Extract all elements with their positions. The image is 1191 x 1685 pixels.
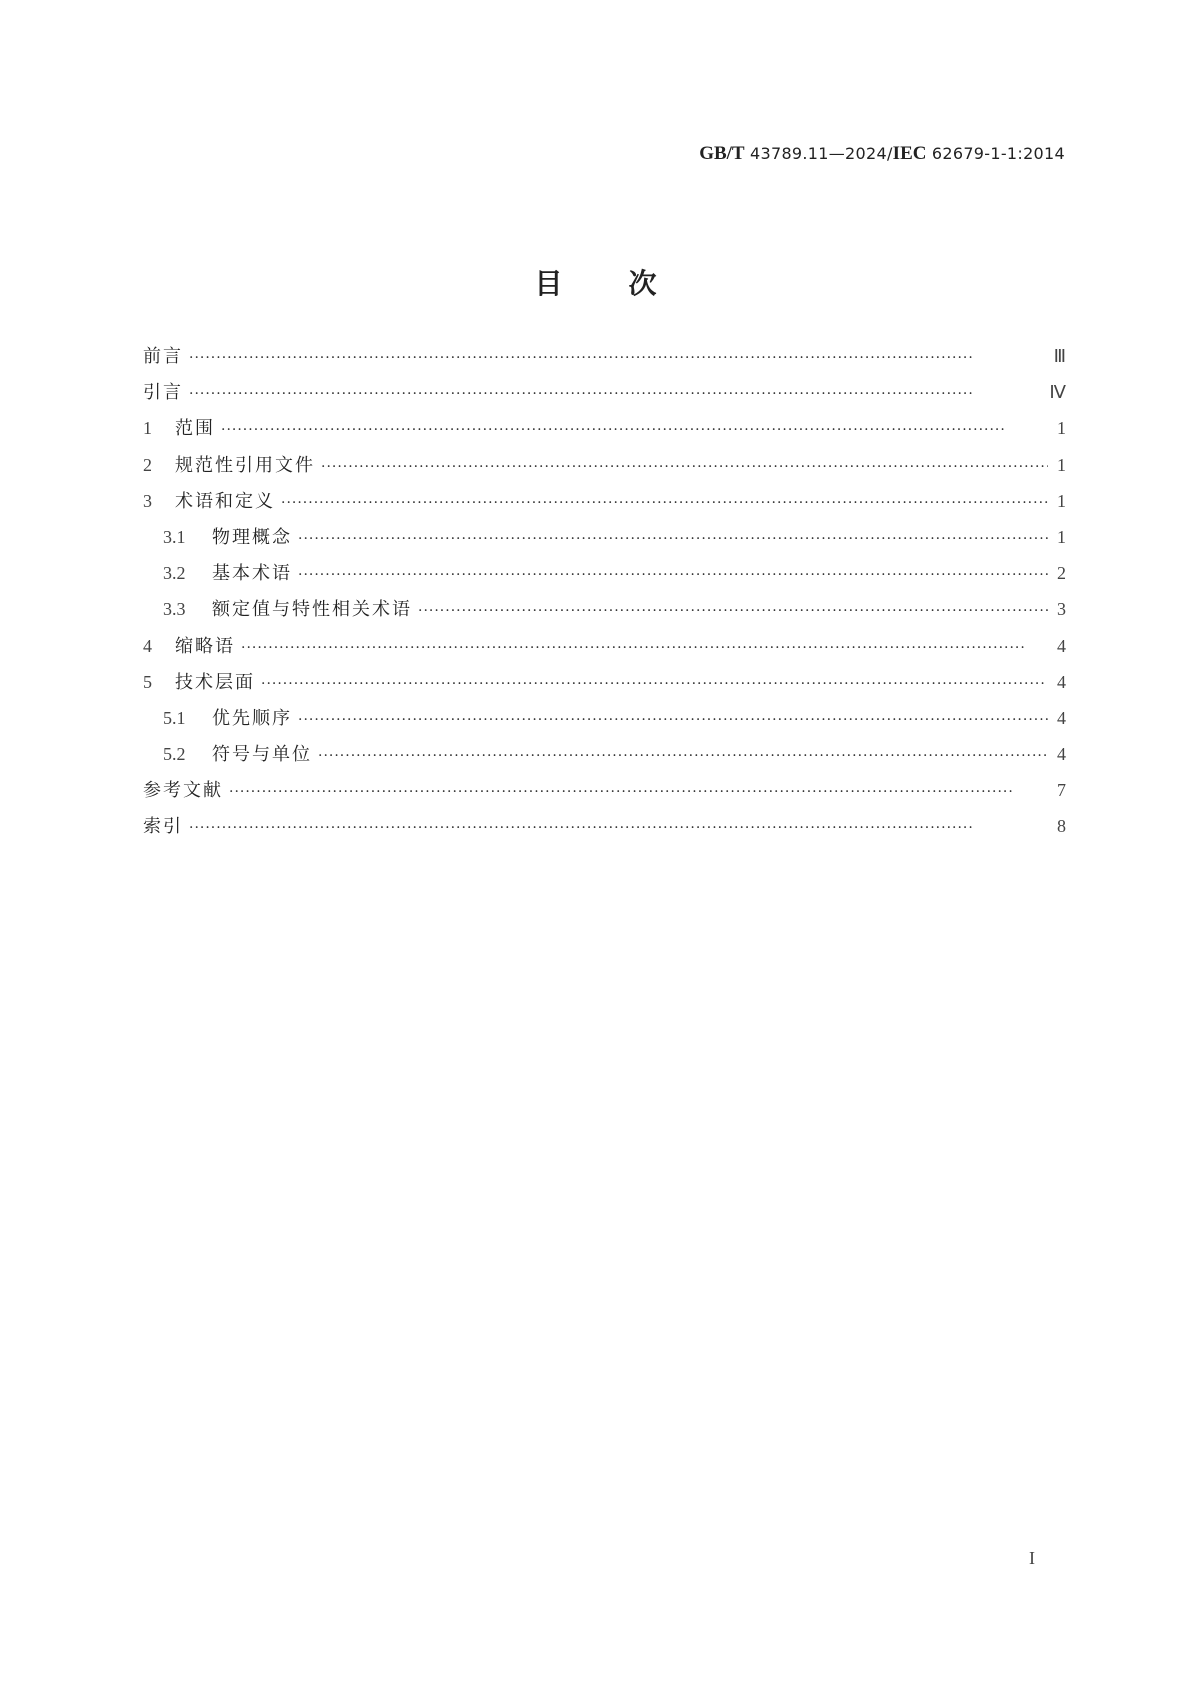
toc-entry[interactable] [143, 595, 1066, 631]
toc-entry-page: 1 [1057, 490, 1066, 511]
dot-leader [321, 459, 1048, 475]
toc-entry-page: 1 [1057, 418, 1066, 439]
toc-entry-label: 符号与单位 [212, 744, 312, 766]
toc-entry[interactable] [143, 812, 1066, 848]
toc-entry[interactable] [143, 668, 1066, 704]
toc-entry-number: 3.2 [163, 563, 186, 584]
dot-leader [241, 640, 1048, 656]
toc-entry-label: 缩略语 [175, 635, 235, 657]
toc-entry[interactable] [143, 740, 1066, 776]
toc-entry-label: 范围 [175, 418, 215, 440]
toc-entry-label: 物理概念 [212, 526, 292, 548]
toc-entry-number: 5 [143, 671, 152, 692]
toc-entry-label: 额定值与特性相关术语 [212, 599, 412, 621]
toc-entry[interactable] [143, 559, 1066, 595]
title-char: 目 [534, 267, 563, 300]
toc-entry[interactable] [143, 414, 1066, 450]
toc-entry-number: 2 [143, 454, 152, 475]
toc-entry-label: 参考文献 [143, 780, 223, 802]
toc-entry-page: 3 [1057, 599, 1066, 620]
toc-entry[interactable] [143, 378, 1066, 414]
toc-entry-label: 技术层面 [175, 671, 255, 693]
toc-entry-number: 3.1 [163, 526, 186, 547]
toc-entry-page: 8 [1057, 816, 1066, 837]
dot-leader [189, 350, 1048, 366]
title-char: 次 [628, 267, 657, 300]
toc-entry-page: 4 [1057, 707, 1066, 728]
toc-entry-number: 3.3 [163, 599, 186, 620]
header-iec-prefix: IEC [892, 143, 927, 164]
dot-leader [229, 784, 1048, 800]
toc-entry-page: Ⅲ [1053, 346, 1066, 366]
header-iec-number: 62679-1-1:2014 [931, 144, 1065, 163]
dot-leader [261, 676, 1048, 692]
toc-entry[interactable] [143, 776, 1066, 812]
toc-entry-number: 3 [143, 490, 152, 511]
toc-entry[interactable] [143, 632, 1066, 668]
dot-leader [318, 748, 1048, 764]
dot-leader [298, 712, 1048, 728]
table-of-contents [143, 342, 1066, 849]
dot-leader [189, 386, 1043, 402]
toc-entry-page: 1 [1057, 454, 1066, 475]
document-header [699, 143, 1065, 165]
toc-entry[interactable] [143, 342, 1066, 378]
toc-entry[interactable] [143, 451, 1066, 487]
toc-entry-page: 2 [1057, 563, 1066, 584]
toc-entry-page: 4 [1057, 635, 1066, 656]
toc-entry-label: 引言 [143, 382, 183, 404]
header-prefix: GB/T [699, 143, 745, 164]
page-title [0, 262, 1191, 302]
page-number: I [1029, 1548, 1035, 1568]
toc-entry-label: 索引 [143, 816, 183, 838]
toc-entry-label: 优先顺序 [212, 707, 292, 729]
toc-entry-page: 1 [1057, 526, 1066, 547]
dot-leader [281, 495, 1048, 511]
toc-entry-number: 4 [143, 635, 152, 656]
toc-entry-page: Ⅳ [1049, 382, 1066, 403]
toc-entry[interactable] [143, 487, 1066, 523]
dot-leader [189, 820, 1048, 836]
header-number: 43789.11—2024/ [750, 144, 893, 163]
toc-entry-label: 前言 [143, 346, 183, 367]
toc-entry-number: 1 [143, 418, 152, 439]
toc-entry-label: 基本术语 [212, 563, 292, 585]
toc-entry-page: 4 [1057, 671, 1066, 692]
toc-entry-page: 7 [1057, 780, 1066, 801]
dot-leader [298, 531, 1048, 547]
dot-leader [298, 567, 1048, 583]
toc-entry-number: 5.2 [163, 744, 186, 765]
toc-entry-label: 规范性引用文件 [175, 454, 315, 476]
toc-entry-number: 5.1 [163, 707, 186, 728]
toc-entry-label: 术语和定义 [175, 490, 275, 512]
toc-entry[interactable] [143, 523, 1066, 559]
dot-leader [418, 603, 1048, 619]
toc-entry[interactable] [143, 704, 1066, 740]
dot-leader [221, 422, 1048, 438]
toc-entry-page: 4 [1057, 744, 1066, 765]
